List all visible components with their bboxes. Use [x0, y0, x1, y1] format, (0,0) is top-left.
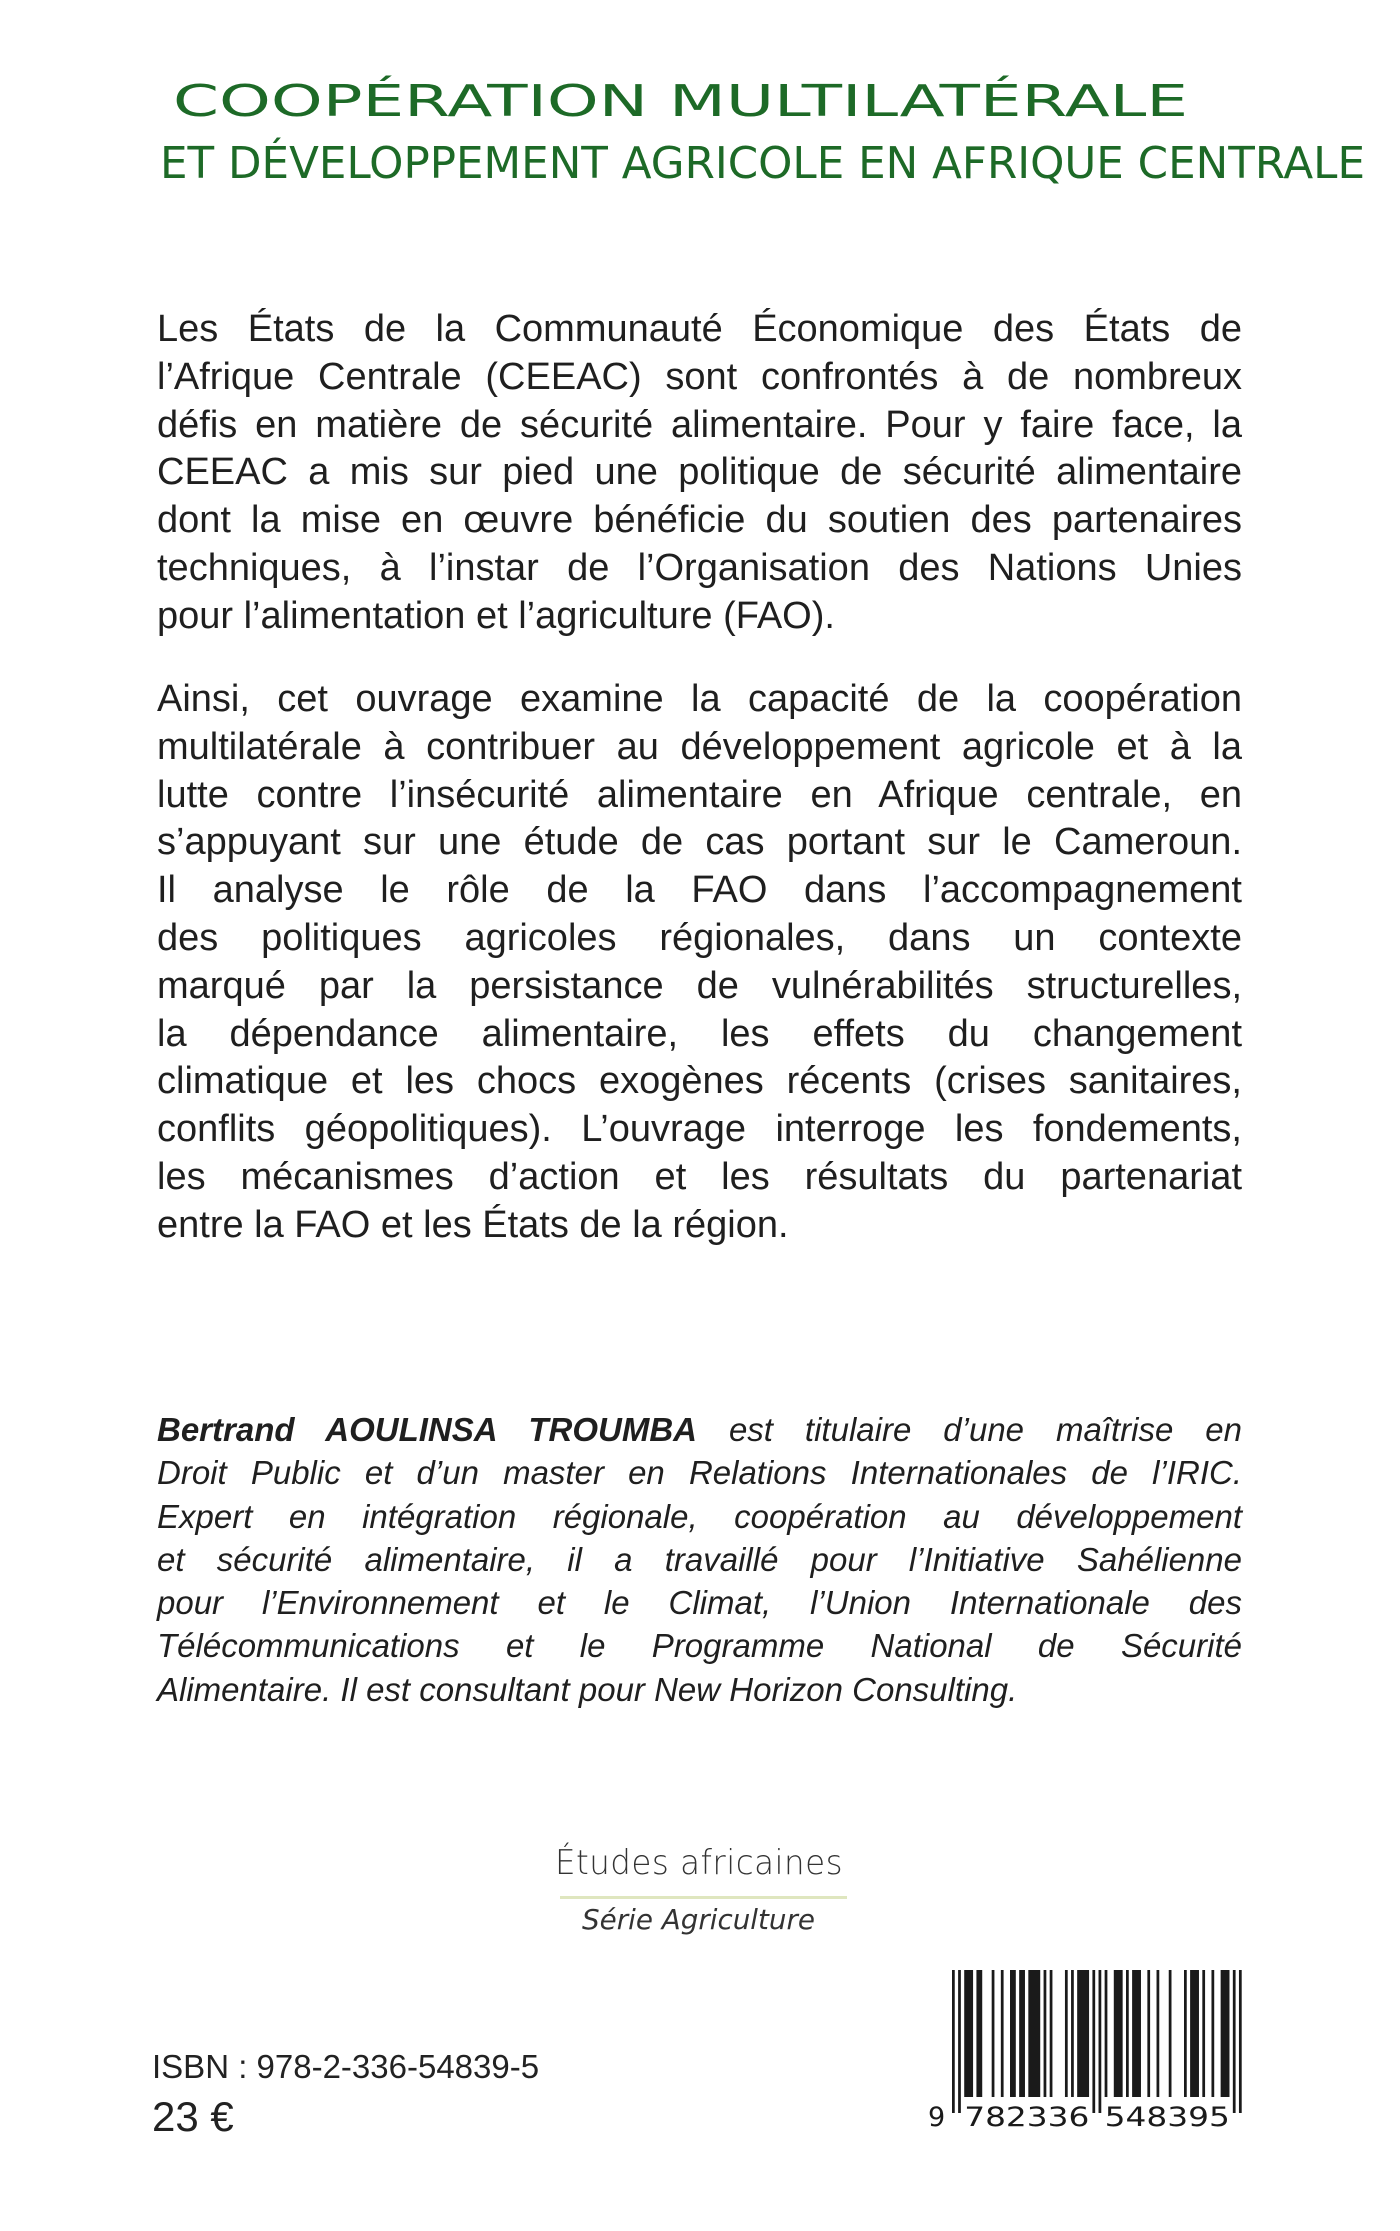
barcode: [920, 1966, 1250, 2131]
summary-line: pour l’alimentation et l’agriculture (FAO).: [157, 594, 835, 637]
summary-line: lutte contre l’insécurité alimentaire en Afrique centrale, en: [157, 773, 1242, 816]
summary-line: climatique et les chocs exogènes récents (crises sanitaires,: [157, 1060, 1242, 1103]
author-bio-line: Expert en intégration régionale, coopération au développement: [157, 1497, 1242, 1535]
summary-line: la dépendance alimentaire, les effets du changement: [157, 1012, 1242, 1055]
barcode-bar: [1114, 1970, 1123, 2097]
barcode-bar: [1169, 1970, 1172, 2097]
title-line-2: ET DÉVELOPPEMENT AGRICOLE EN AFRIQUE CENTRALE: [160, 138, 1365, 189]
author-bio-line: Droit Public et d’un master en Relations Internationales de l’IRIC.: [157, 1454, 1242, 1492]
barcode-bar: [1184, 1970, 1187, 2097]
summary-line: multilatérale à contribuer au développement agricole et à la: [157, 725, 1242, 768]
barcode-bar: [1077, 1970, 1089, 2097]
barcode-bar: [1071, 1970, 1074, 2097]
summary-paragraph-1: [157, 306, 1242, 641]
summary-line: conflits géopolitiques). L’ouvrage interroge les fondements,: [157, 1108, 1242, 1151]
barcode-bar: [1202, 1970, 1205, 2097]
author-bio-text: est titulaire d’une maîtrise en: [696, 1411, 1243, 1448]
barcode-guard-bar: [952, 1970, 955, 2113]
summary-line: les mécanismes d’action et les résultats du partenariat: [157, 1155, 1242, 1198]
price-label: 23 €: [152, 2093, 234, 2140]
author-bio-line: [157, 1408, 1242, 1451]
barcode-bar: [1028, 1970, 1040, 2097]
summary-line: marqué par la persistance de vulnérabilités structurelles,: [157, 964, 1242, 1007]
summary-line: Les États de la Communauté Économique des États de: [157, 308, 1242, 350]
summary-line: des politiques agricoles régionales, dans un contexte: [157, 916, 1242, 959]
title-line-1: COOPÉRATION MULTILATÉRALE: [173, 76, 1188, 127]
barcode-bar: [1065, 1970, 1068, 2097]
summary-line: s’appuyant sur une étude de cas portant sur le Cameroun.: [157, 821, 1242, 864]
barcode-bar: [1221, 1970, 1230, 2097]
barcode-bar: [1190, 1970, 1199, 2097]
isbn-label: ISBN : 978-2-336-54839-5: [152, 2048, 540, 2085]
barcode-guard-bar: [1233, 1970, 1236, 2113]
barcode-bar: [964, 1970, 973, 2097]
barcode-guard-bar: [1092, 1970, 1095, 2113]
barcode-right-digits: 548395: [1104, 2102, 1230, 2131]
summary-line: Ainsi, cet ouvrage examine la capacité de la coopération: [157, 678, 1242, 720]
summary-line: entre la FAO et les États de la région.: [157, 1203, 789, 1246]
barcode-left-digits: 782336: [964, 2102, 1090, 2131]
barcode-bar: [1019, 1970, 1025, 2097]
barcode-bar: [976, 1970, 982, 2097]
series-subtitle: Série Agriculture: [582, 1903, 815, 1936]
barcode-bar: [1157, 1970, 1160, 2097]
summary-line: CEEAC a mis sur pied une politique de sécurité alimentaire: [157, 451, 1242, 494]
barcode-bar: [1044, 1970, 1047, 2097]
series-divider: [560, 1896, 847, 1899]
summary-line: défis en matière de sécurité alimentaire. Pour y faire face, la: [157, 403, 1242, 446]
barcode-guard-bar: [1239, 1970, 1242, 2113]
author-bio: [157, 1408, 1242, 1711]
barcode-bar: [1147, 1970, 1150, 2097]
author-bio-line: et sécurité alimentaire, il a travaillé pour l’Initiative Sahélienne: [157, 1540, 1242, 1578]
summary-line: Il analyse le rôle de la FAO dans l’accompagnement: [157, 869, 1242, 912]
summary-line: l’Afrique Centrale (CEEAC) sont confrontés à de nombreux: [157, 355, 1242, 398]
barcode-first-digit: 9: [928, 2102, 946, 2131]
barcode-bar: [1126, 1970, 1129, 2097]
barcode-bar: [1001, 1970, 1004, 2097]
author-bio-line: pour l’Environnement et le Climat, l’Union Internationale des: [157, 1584, 1242, 1622]
barcode-bar: [1132, 1970, 1141, 2097]
barcode-bar: [1105, 1970, 1108, 2097]
author-name: Bertrand AOULINSA TROUMBA: [157, 1411, 697, 1448]
barcode-guard-bar: [958, 1970, 961, 2113]
barcode-bar: [1010, 1970, 1016, 2097]
barcode-guard-bar: [1099, 1970, 1102, 2113]
summary-line: techniques, à l’instar de l’Organisation des Nations Unies: [157, 546, 1242, 589]
author-bio-line: Alimentaire. Il est consultant pour New Horizon Consulting.: [157, 1670, 1018, 1708]
author-bio-line: Télécommunications et le Programme National de Sécurité: [157, 1627, 1242, 1665]
series-name: Études africaines: [555, 1843, 843, 1883]
barcode-bar: [1050, 1970, 1053, 2097]
summary-paragraph-2: [157, 676, 1242, 1250]
barcode-bar: [992, 1970, 995, 2097]
summary-line: dont la mise en œuvre bénéficie du soutien des partenaires: [157, 499, 1242, 542]
ean13-barcode-graphic: [920, 1966, 1250, 2131]
barcode-bar: [1211, 1970, 1214, 2097]
